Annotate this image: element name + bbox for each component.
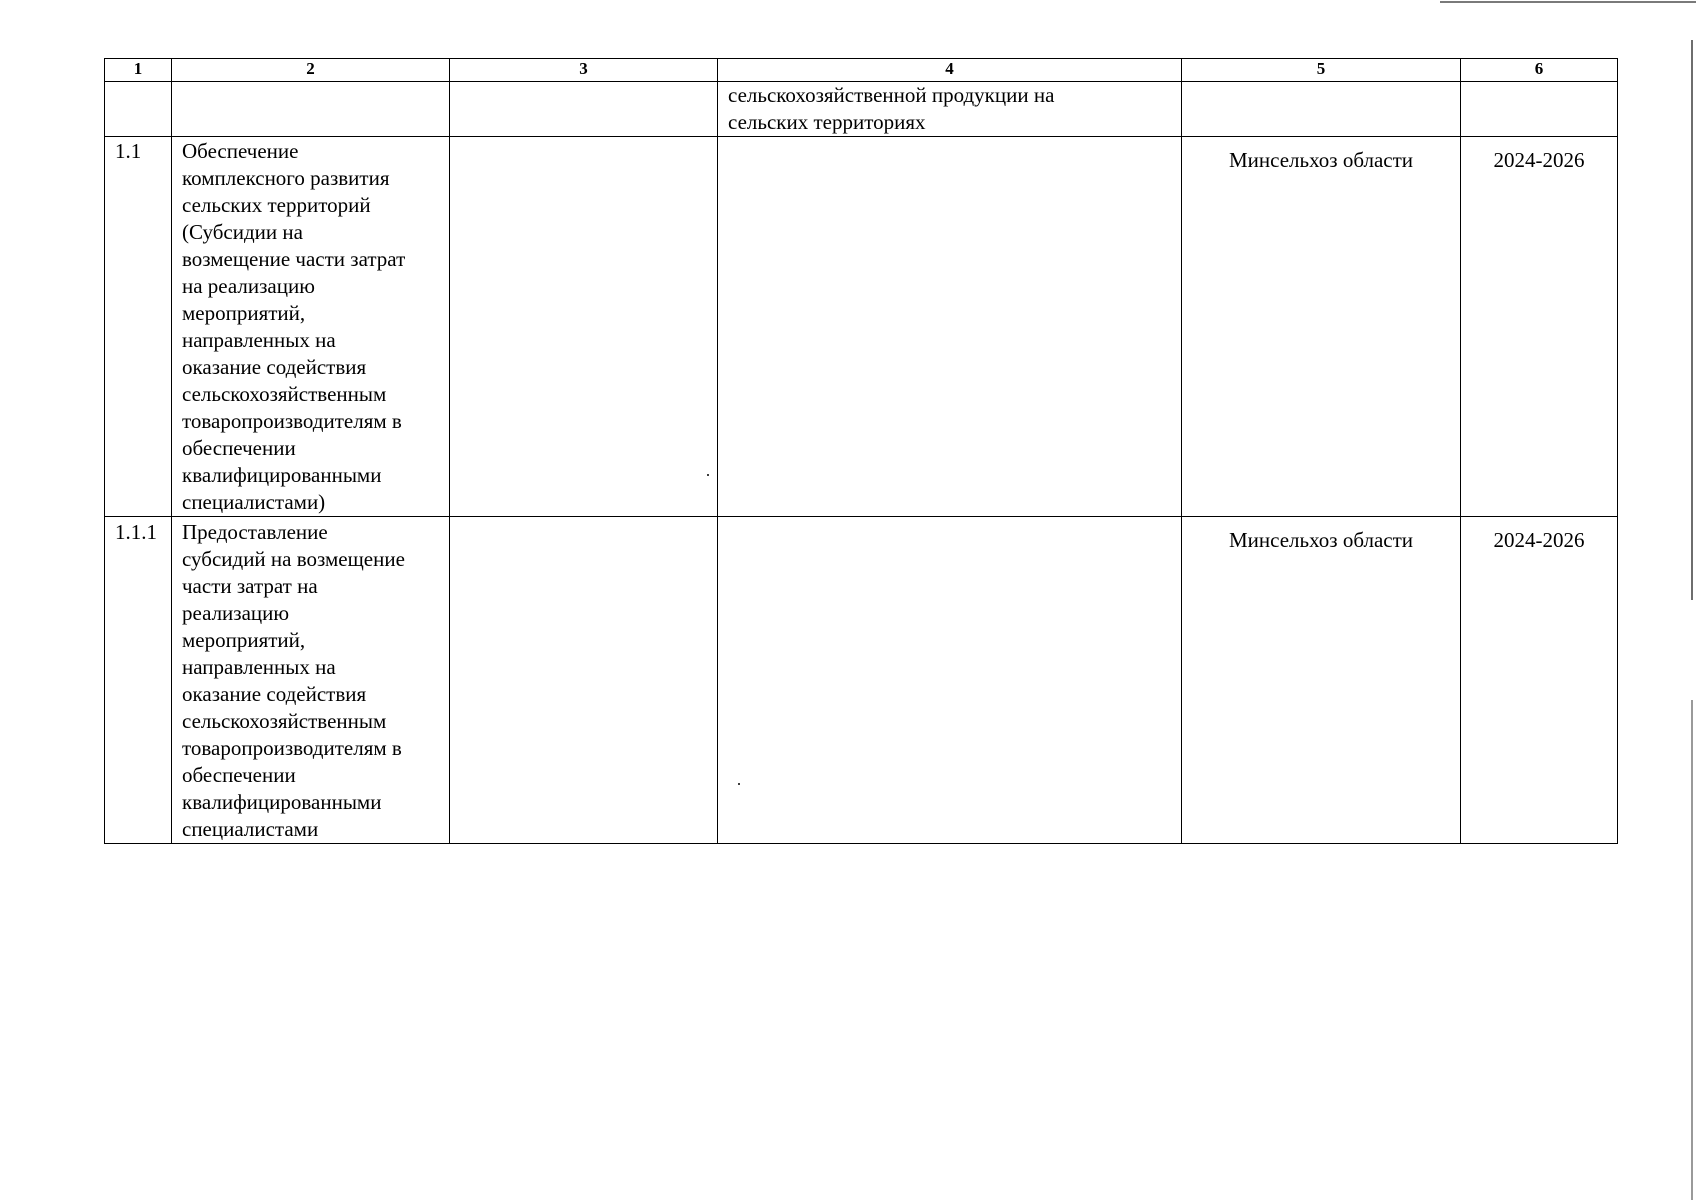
column-3-text [450,517,717,519]
column-header-6: 6 [1461,59,1618,82]
column-3-cell [450,137,718,517]
row-number: 1.1.1 [115,520,157,544]
responsible-cell [1182,82,1461,137]
row-number: 1.1 [115,139,142,163]
implementation-period: 2024-2026 [1493,528,1585,552]
column-4-text [718,517,1181,519]
column-header-1: 1 [105,59,172,82]
measures-table [104,58,1618,844]
measure-name: Предоставление субсидий на возмещение части затрат на реализацию мероприятий, направленных на оказание содействия сельскохозяйственным товаропроизводителям в обеспечении квалифицированными специалистами [182,520,405,841]
period-cell [1461,82,1618,137]
column-header-2: 2 [172,59,450,82]
column-3-cell [450,517,718,844]
responsible-executor: Минсельхоз области [1228,148,1414,172]
period-cell [1461,137,1618,517]
column-4-cell [718,137,1182,517]
column-header-3: 3 [450,59,718,82]
column-3-text [450,137,717,139]
table-row-continuation [105,82,1618,137]
row-number-cell [105,137,172,517]
row-number-cell [105,82,172,137]
row-number-cell [105,517,172,844]
column-header-5: 5 [1182,59,1461,82]
implementation-period: 2024-2026 [1493,148,1585,172]
table-row-1-1-1 [105,517,1618,844]
column-4-cell [718,517,1182,844]
scan-edge-line-right-lower [1691,700,1693,1200]
period-cell [1461,517,1618,844]
scan-edge-line-right [1691,40,1693,600]
measure-name: Обеспечение комплексного развития сельских территорий (Субсидии на возмещение части затрат на реализацию мероприятий, направленных на оказание содействия сельскохозяйственным товаропроизводителям в обеспечении квалифицированными специалистами) [182,139,406,514]
measure-name-cell [172,517,450,844]
column-3-cell [450,82,718,137]
responsible-cell [1182,137,1461,517]
column-4-text [718,137,1181,139]
scan-edge-line-top [1440,1,1696,3]
responsible-cell [1182,517,1461,844]
column-4-text: сельскохозяйственной продукции на сельских территориях [728,83,1055,134]
column-header-4: 4 [718,59,1182,82]
table-header-row [105,59,1618,82]
scan-speck [738,783,740,785]
scan-speck [707,474,709,476]
column-4-cell [718,82,1182,137]
responsible-executor: Минсельхоз области [1228,528,1414,552]
measure-name-cell [172,137,450,517]
table-row-1-1 [105,137,1618,517]
measure-name-cell [172,82,450,137]
